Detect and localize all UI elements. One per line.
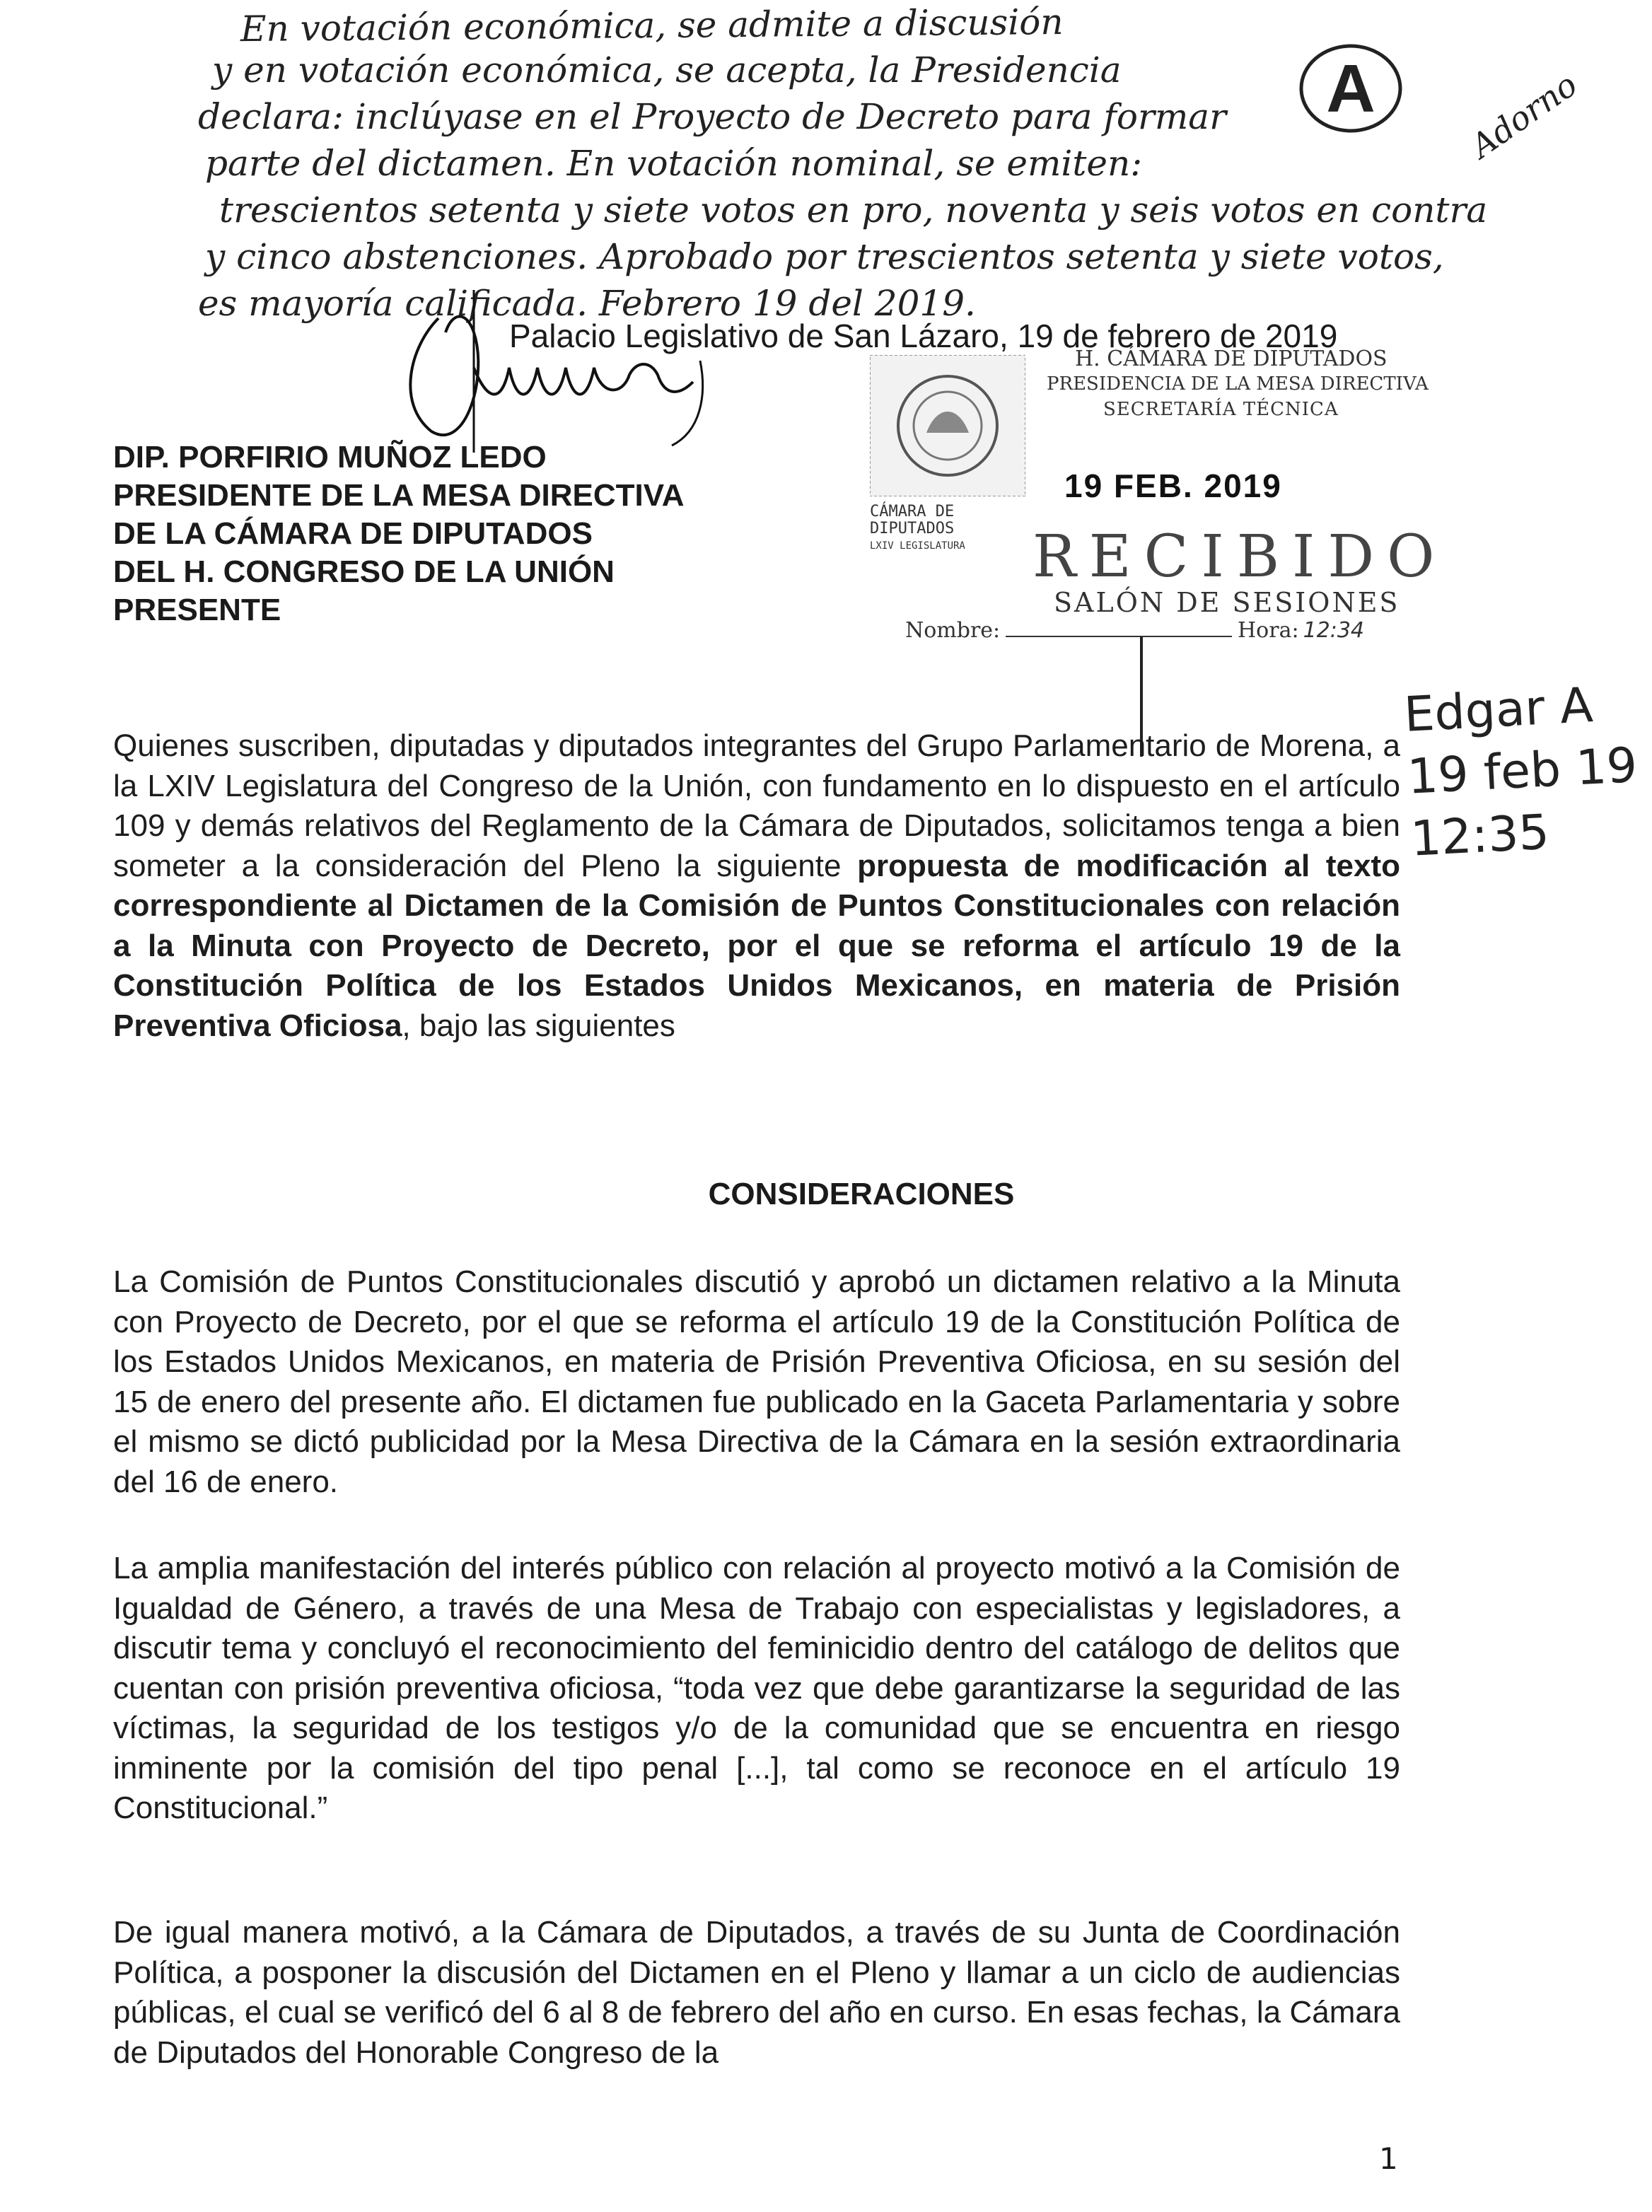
paragraph-intro [113, 726, 1400, 1046]
stamp-department: SECRETARÍA TÉCNICA [1103, 399, 1339, 420]
margin-handwritten-note [1402, 673, 1639, 871]
stamp-camara-line: LXIV LEGISLATURA [870, 540, 965, 552]
recipient-line: PRESENTE [113, 593, 281, 627]
paragraph: De igual manera motivó, a la Cámara de Diputados, a través de su Junta de Coordinación Política, a posponer la discusión del Dictamen en el Pleno y llamar a un ciclo de audiencias públicas, el cual se verificó del 6 al 8 de febrero del año en curso. En esas fechas, la Cámara de Diputados del Honorable Congreso de la [113, 1915, 1400, 2070]
stamp-received: RECIBIDO [1032, 523, 1448, 590]
section-heading: CONSIDERACIONES [708, 1177, 1015, 1211]
recipient-line: PRESIDENTE DE LA MESA DIRECTIVA [113, 478, 685, 513]
recipient-line: DIP. PORFIRIO MUÑOZ LEDO [113, 440, 547, 475]
paragraph: La Comisión de Puntos Constitucionales discutió y aprobó un dictamen relativo a la Minuta con Proyecto de Decreto, por el que se reforma el artículo 19 de la Constitución Política de los Estados Unidos Mexicanos, en materia de Prisión Preventiva Oficiosa, en su sesión del 15 de enero del presente año. El dictamen fue publicado en la Gaceta Parlamentaria y sobre el mismo se dictó publicidad por la Mesa Directiva de la Cámara en la sesión extraordinaria del 16 de enero. [113, 1264, 1400, 1499]
stamp-office: PRESIDENCIA DE LA MESA DIRECTIVA [1047, 373, 1429, 395]
stamp-name-label [905, 618, 1232, 643]
circled-a-mark [1294, 28, 1407, 141]
stamp-camara [870, 503, 965, 554]
dateline: Palacio Legislativo de San Lázaro, 19 de febrero de 2019 [509, 318, 1338, 354]
margin-note-line: 12:35 [1409, 804, 1551, 868]
recipient-line: DEL H. CONGRESO DE LA UNIÓN [113, 554, 615, 589]
handwritten-line: En votación económica, se admite a discusión [240, 1, 1064, 50]
page-number: 1 [1379, 2141, 1398, 2176]
margin-note-line: 19 feb 19 [1406, 737, 1639, 805]
paragraph-intro-bold: propuesta de modificación al texto correspondiente al Dictamen de la Comisión de Puntos Constitucionales con relación a la Minuta con Proyecto de Decreto, por el que se reforma el artículo 19 de la Constitución Política de los Estados Unidos Mexicanos, en materia de Prisión Preventiva Oficiosa [113, 848, 1400, 1043]
handwritten-line: es mayoría calificada. Febrero 19 del 2019. [198, 283, 976, 324]
paragraph-intro-text: Quienes suscriben, diputadas y diputados integrantes del Grupo Parlamentario de Morena, a la LXIV Legislatura del Congreso de la Unión, con fundamento en lo dispuesto en el artículo 109 y demás relativos del Reglamento de la Cámara de Diputados, solicitamos tenga a bien someter a la consideración del Pleno la siguiente [113, 728, 1400, 883]
circled-letter: A [1326, 51, 1375, 127]
seal-emblem-icon [870, 355, 1025, 496]
signature [368, 290, 764, 453]
handwritten-line: trescientos setenta y siete votos en pro, noventa y seis votos en contra [219, 190, 1488, 231]
stamp-camara-line: DIPUTADOS [870, 520, 955, 537]
handwritten-side-word: Adorno [1464, 65, 1585, 165]
stamp-date: 19 FEB. 2019 [1064, 467, 1282, 504]
handwritten-line: y cinco abstenciones. Aprobado por trescientos setenta y siete votos, [205, 236, 1444, 277]
stamp-salon: SALÓN DE SESIONES [1054, 587, 1400, 618]
stamp-name-label-text: Nombre: [905, 618, 1001, 643]
handwritten-line: parte del dictamen. En votación nominal, se emiten: [205, 143, 1143, 184]
stamp-camara-line: CÁMARA DE [870, 503, 955, 520]
margin-note-line: Edgar A [1402, 677, 1595, 743]
recipient-block [113, 438, 685, 629]
paragraph-intro-outro: , bajo las siguientes [402, 1008, 675, 1043]
handwritten-line: y en votación económica, se acepta, la Presidencia [212, 50, 1122, 91]
stamp-time [1238, 618, 1364, 643]
stamp-time-value: 12:34 [1303, 618, 1365, 643]
reception-stamp [870, 347, 1478, 658]
handwritten-line: declara: inclúyase en el Proyecto de Decreto para formar [198, 96, 1226, 137]
recipient-line: DE LA CÁMARA DE DIPUTADOS [113, 516, 593, 551]
stamp-time-label: Hora: [1238, 618, 1299, 643]
stamp-institution: H. CÁMARA DE DIPUTADOS [1075, 347, 1388, 371]
paragraph: La amplia manifestación del interés público con relación al proyecto motivó a la Comisión de Igualdad de Género, a través de una Mesa de Trabajo con especialistas y legisladores, a discutir tema y concluyó el reconocimiento del feminicidio dentro del catálogo de delitos que cuentan con prisión preventiva oficiosa, “toda vez que debe garantizarse la seguridad de las víctimas, la seguridad de los testigos y/o de la comunidad que se encuentra en riesgo inminente por la comisión del tipo penal [...], tal como se reconoce en el artículo 19 Constitucional.” [113, 1551, 1400, 1825]
